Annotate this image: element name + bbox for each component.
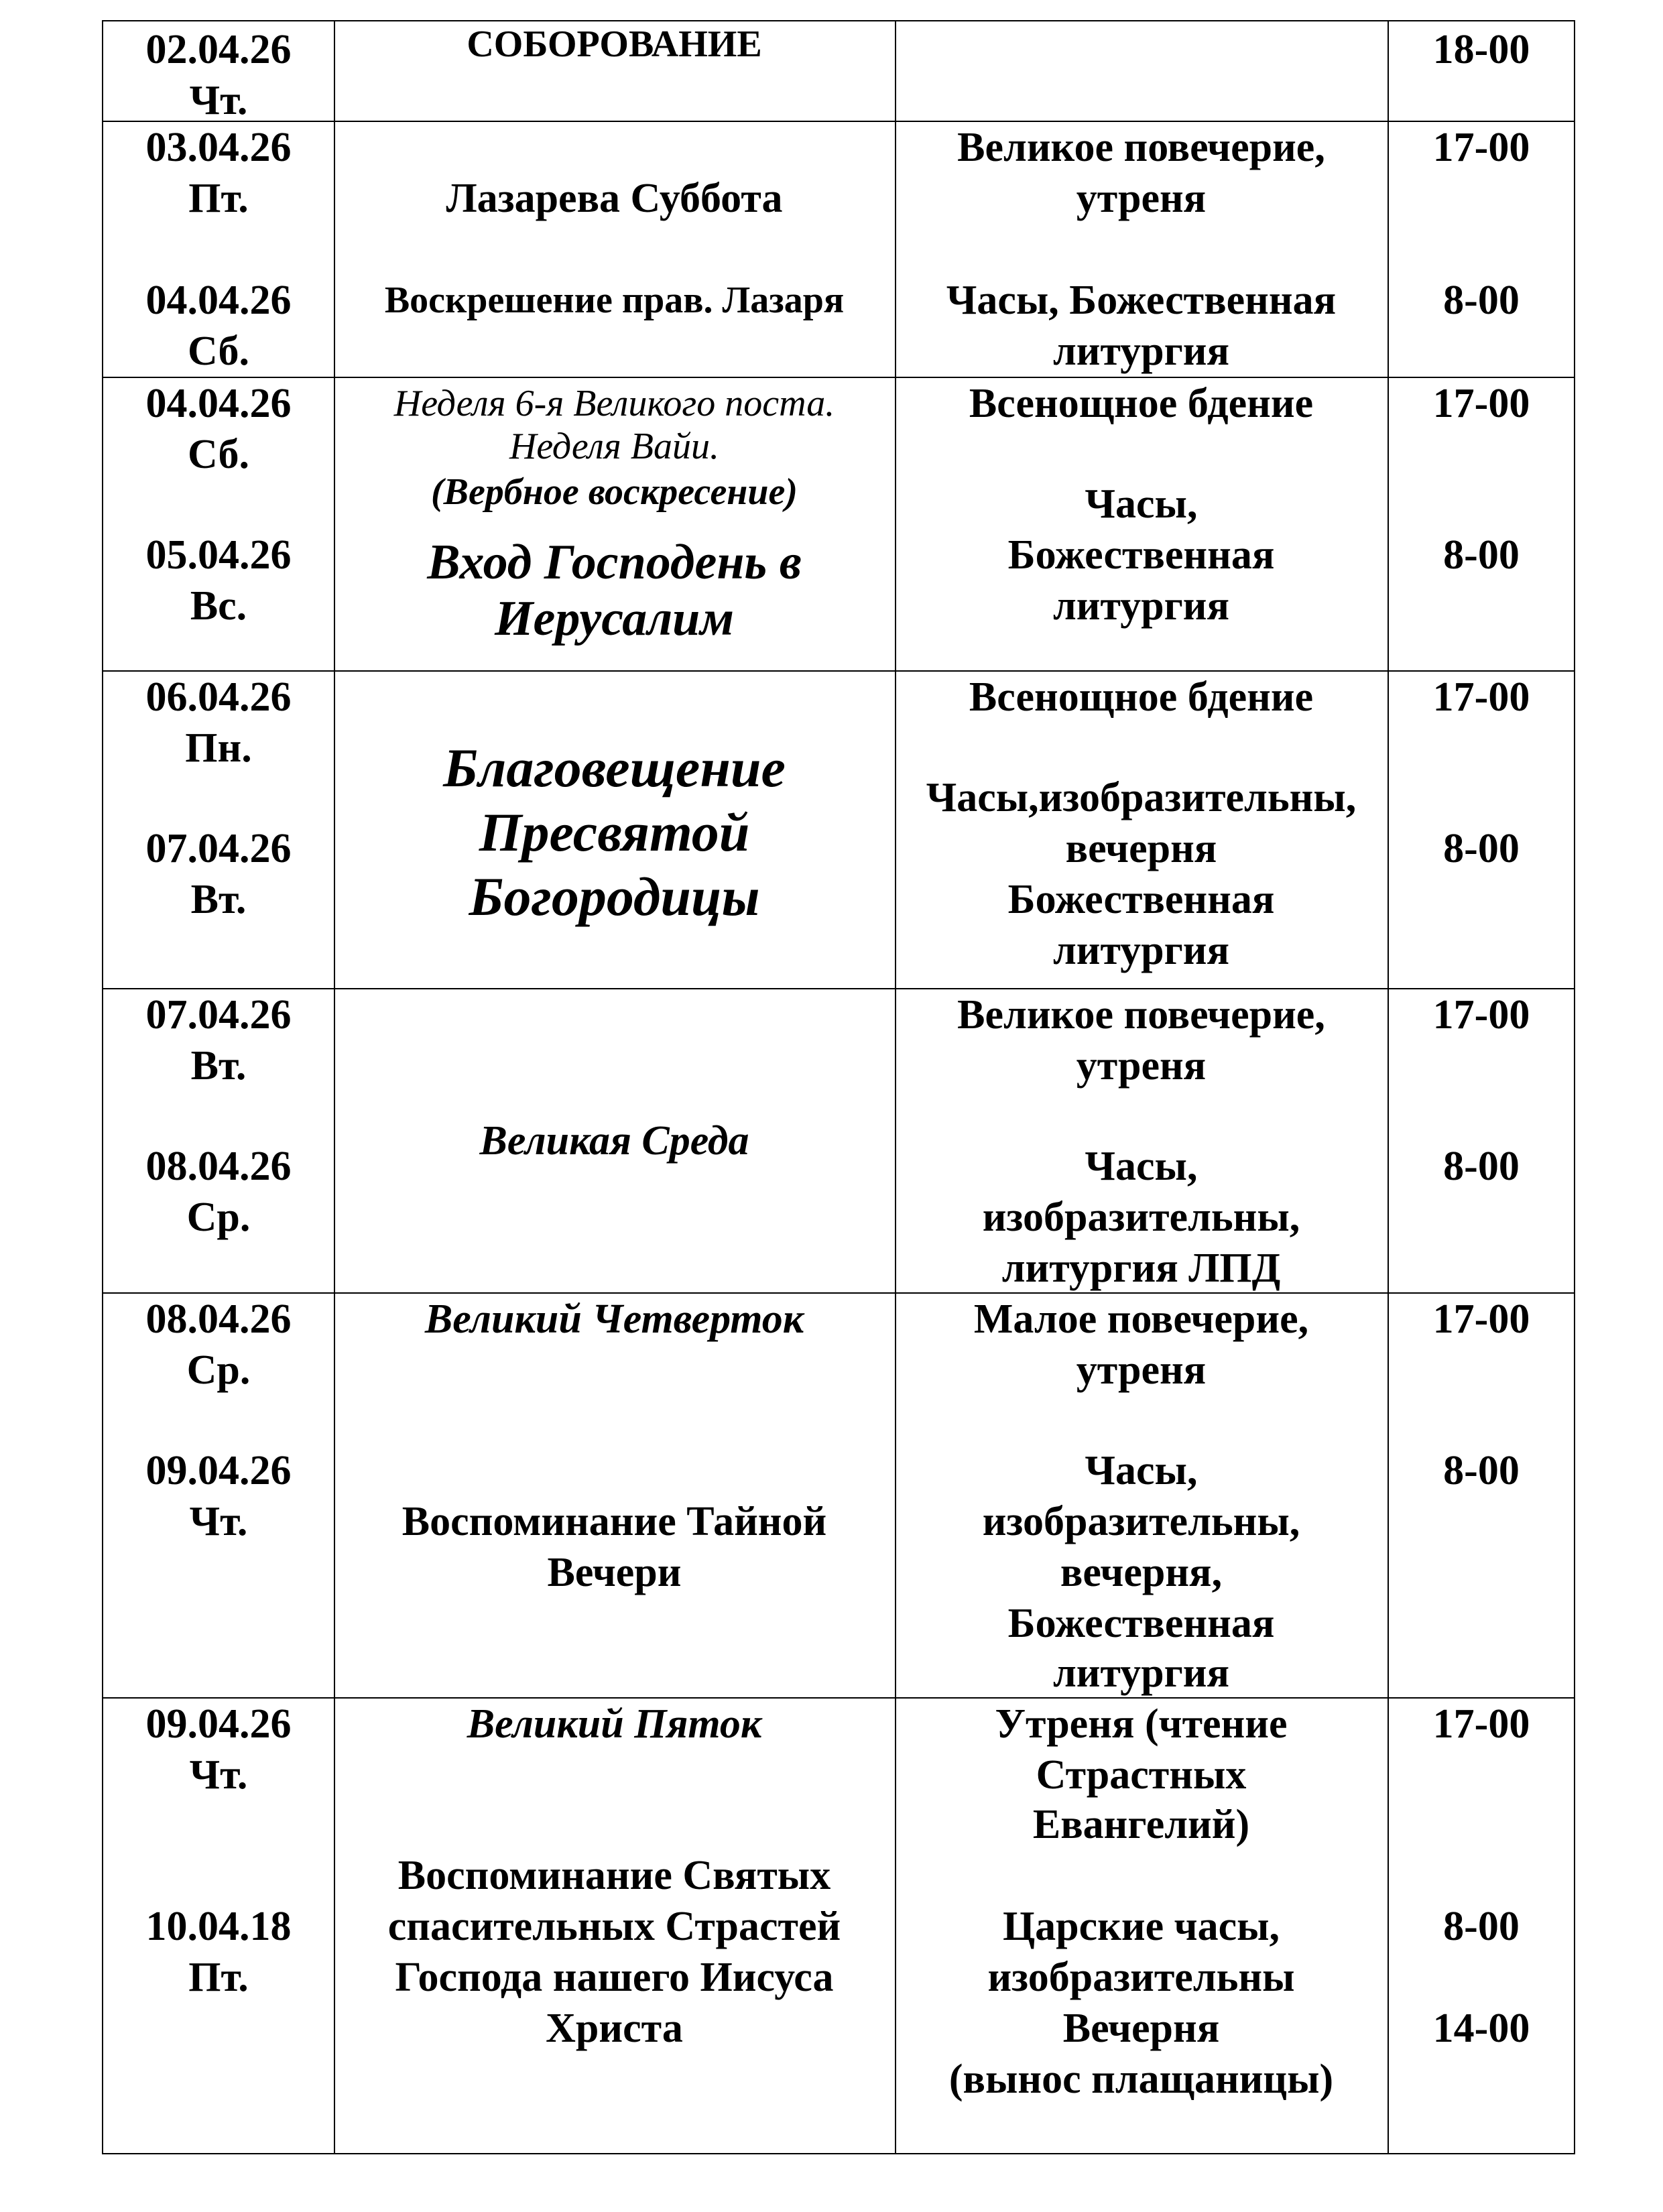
- weekday: Пт.: [188, 1955, 249, 2000]
- time: 8-00: [1443, 1144, 1520, 1189]
- table-row: [102, 989, 1575, 1294]
- service: Страстных: [1036, 1752, 1247, 1798]
- weekday: Чт.: [189, 1752, 248, 1798]
- date: 04.04.26: [145, 278, 292, 323]
- service: Часы,: [1085, 1448, 1198, 1493]
- service: Царские часы,: [1002, 1904, 1280, 1949]
- feast-subtitle: спасительных Страстей: [387, 1904, 841, 1949]
- weekday: Сб.: [187, 432, 250, 477]
- service: литургия: [1052, 1650, 1230, 1696]
- weekday: Вс.: [190, 583, 247, 629]
- time: 17-00: [1432, 125, 1530, 170]
- date: 09.04.26: [145, 1701, 292, 1747]
- service: Всенощное бдение: [969, 674, 1314, 720]
- feast-title: Вход Господень в: [427, 535, 802, 590]
- time: 17-00: [1432, 1701, 1530, 1747]
- date: 04.04.26: [145, 381, 292, 426]
- feast-title: Иерусалим: [494, 591, 735, 646]
- feast-title: Лазарева Суббота: [446, 176, 783, 221]
- service: Часы, Божественная: [946, 278, 1337, 323]
- weekday: Вт.: [190, 877, 247, 922]
- service: утреня: [1076, 1347, 1207, 1393]
- service: Всенощное бдение: [969, 381, 1314, 426]
- feast-subtitle: Господа нашего Иисуса: [395, 1955, 834, 2000]
- table-row: [102, 1294, 1575, 1699]
- service: Часы,изобразительны,: [926, 775, 1357, 820]
- date: 08.04.26: [145, 1296, 292, 1342]
- time: 17-00: [1432, 674, 1530, 720]
- service: Божественная: [1007, 532, 1275, 578]
- date: 06.04.26: [145, 674, 292, 720]
- table-row: [102, 1699, 1575, 2154]
- weekday: Вт.: [190, 1043, 247, 1089]
- weekday: Сб.: [187, 328, 250, 374]
- service: литургия: [1052, 328, 1230, 374]
- feast-subtitle: Воспоминание Святых: [397, 1853, 831, 1898]
- date: 05.04.26: [145, 532, 292, 578]
- time: 18-00: [1432, 27, 1530, 72]
- service: (вынос плащаницы): [948, 2056, 1334, 2102]
- feast-title: Великий Четверток: [424, 1296, 804, 1342]
- time: 17-00: [1432, 1296, 1530, 1342]
- time: 14-00: [1432, 2006, 1530, 2051]
- date: 07.04.26: [145, 992, 292, 1038]
- feast-subtitle: (Вербное воскресение): [430, 471, 798, 513]
- feast-title: СОБОРОВАНИЕ: [467, 23, 762, 65]
- time: 8-00: [1443, 1904, 1520, 1949]
- feast-title: Великий Пяток: [467, 1701, 762, 1747]
- service: утреня: [1076, 1043, 1207, 1089]
- weekday: Чт.: [189, 78, 248, 123]
- date: 08.04.26: [145, 1144, 292, 1189]
- service: Великое повечерие,: [957, 992, 1325, 1038]
- service: утреня: [1076, 176, 1207, 221]
- service: Часы,: [1085, 481, 1198, 527]
- service: вечерня: [1065, 826, 1217, 871]
- date: 09.04.26: [145, 1448, 292, 1493]
- feast-title: Великая Среда: [479, 1118, 749, 1164]
- weekday: Ср.: [186, 1347, 251, 1393]
- service: Божественная: [1007, 1601, 1275, 1646]
- service: Утреня (чтение: [995, 1701, 1288, 1747]
- service: вечерня,: [1060, 1550, 1223, 1595]
- time: 17-00: [1432, 381, 1530, 426]
- table-row: [102, 20, 1575, 122]
- date: 02.04.26: [145, 27, 292, 72]
- service: Малое повечерие,: [973, 1296, 1309, 1342]
- service: Евангелий): [1032, 1802, 1250, 1847]
- feast-subtitle: Неделя 6-я Великого поста.: [393, 383, 835, 424]
- feast-title: Богородицы: [469, 866, 760, 927]
- service: литургия: [1052, 583, 1230, 629]
- schedule-table: [102, 20, 1575, 2154]
- table-row: [102, 672, 1575, 989]
- weekday: Чт.: [189, 1499, 248, 1544]
- service: литургия ЛПД: [1001, 1245, 1281, 1291]
- time: 8-00: [1443, 278, 1520, 323]
- service: изобразительны,: [982, 1194, 1300, 1240]
- feast-title: Благовещение: [443, 737, 786, 798]
- service: Часы,: [1085, 1144, 1198, 1189]
- feast-subtitle: Христа: [546, 2006, 683, 2051]
- table-row: [102, 378, 1575, 672]
- time: 8-00: [1443, 826, 1520, 871]
- time: 8-00: [1443, 1448, 1520, 1493]
- feast-subtitle: Неделя Вайи.: [509, 426, 720, 467]
- service: Вечерня: [1062, 2006, 1220, 2051]
- weekday: Пн.: [185, 725, 252, 771]
- service: литургия: [1052, 928, 1230, 973]
- feast-title: Пресвятой: [479, 802, 750, 863]
- service: изобразительны,: [982, 1499, 1300, 1544]
- service: изобразительны: [987, 1955, 1295, 2000]
- service: Великое повечерие,: [957, 125, 1325, 170]
- feast-subtitle: Воспоминание Тайной: [402, 1499, 827, 1544]
- date: 10.04.18: [145, 1904, 292, 1949]
- feast-subtitle: Вечери: [547, 1550, 682, 1595]
- table-row: [102, 122, 1575, 378]
- time: 17-00: [1432, 992, 1530, 1038]
- feast-subtitle: Воскрешение прав. Лазаря: [384, 280, 845, 321]
- service: Божественная: [1007, 877, 1275, 922]
- date: 03.04.26: [145, 125, 292, 170]
- weekday: Ср.: [186, 1194, 251, 1240]
- date: 07.04.26: [145, 826, 292, 871]
- weekday: Пт.: [188, 176, 249, 221]
- time: 8-00: [1443, 532, 1520, 578]
